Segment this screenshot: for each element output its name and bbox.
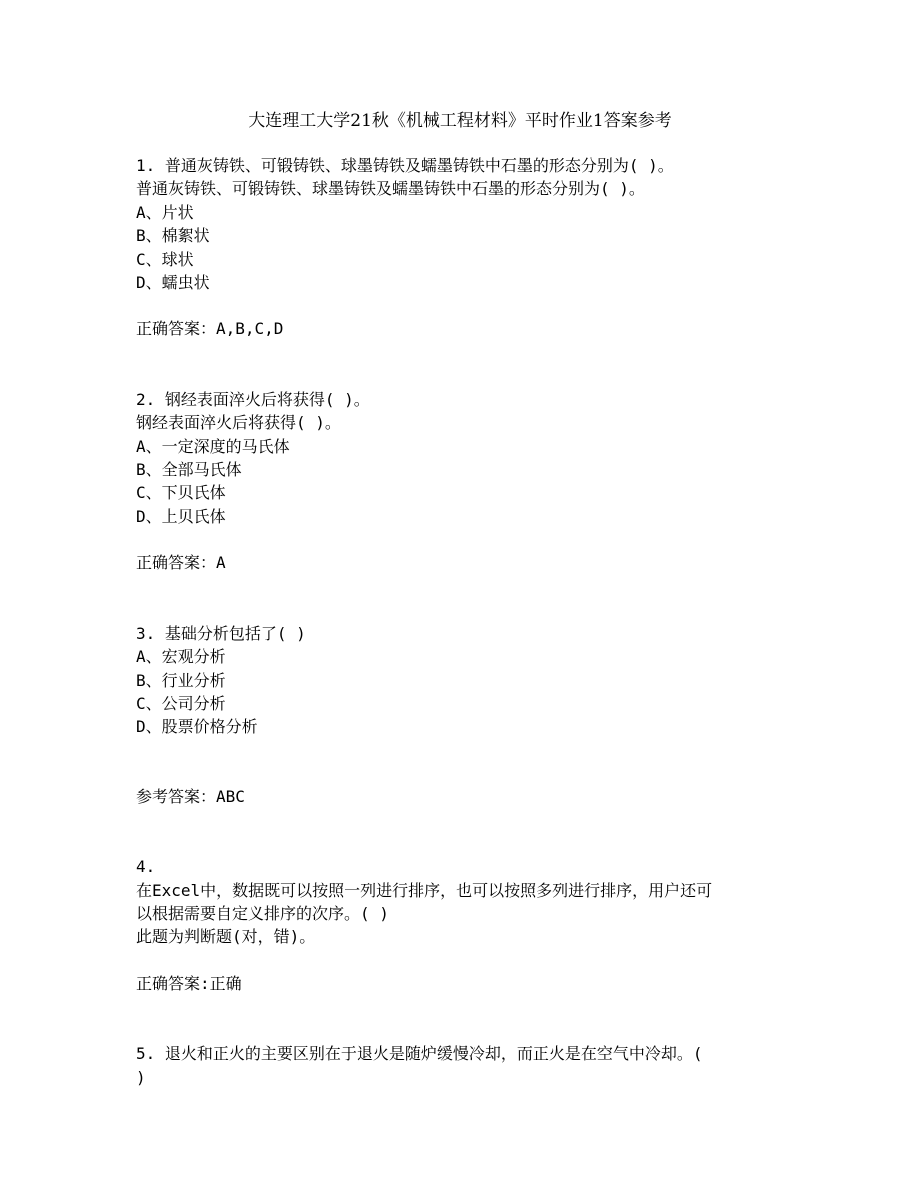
question-3-option-b: B、行业分析 [136,670,226,690]
question-2-option-d: D、上贝氏体 [136,506,226,526]
question-2-answer: 正确答案：A [136,553,226,573]
question-3-answer: 参考答案：ABC [136,786,245,806]
page-title: 大连理工大学21秋《机械工程材料》平时作业1答案参考 [248,111,672,131]
question-5-heading-line-1: 5. 退火和正火的主要区别在于退火是随炉缓慢冷却，而正火是在空气中冷却。( [136,1044,703,1064]
question-2-option-c: C、下贝氏体 [136,483,226,503]
question-2 [136,388,796,575]
question-1 [136,154,796,341]
question-2-heading: 2. 钢经表面淬火后将获得( )。 [136,389,370,409]
question-1-answer: 正确答案：A,B,C,D [136,319,284,339]
question-4-number: 4. [136,857,156,877]
question-4-stem-line-1: 在Excel中，数据既可以按照一列进行排序，也可以按照多列进行排序，用户还可 [136,880,713,900]
question-4 [136,855,796,995]
question-1-option-a: A、片状 [136,202,194,222]
question-3-option-c: C、公司分析 [136,693,226,713]
question-1-option-b: B、棉絮状 [136,226,210,246]
question-1-option-d: D、蠕虫状 [136,273,210,293]
question-4-note: 此题为判断题(对，错)。 [136,927,316,947]
question-2-option-b: B、全部马氏体 [136,460,242,480]
question-2-option-a: A、一定深度的马氏体 [136,436,290,456]
question-1-heading: 1. 普通灰铸铁、可锻铸铁、球墨铸铁及蠕墨铸铁中石墨的形态分别为( )。 [136,156,674,175]
question-4-answer: 正确答案:正确 [136,973,242,993]
question-3-option-a: A、宏观分析 [136,647,226,667]
question-3-heading: 3. 基础分析包括了( ) [136,623,306,643]
question-5-heading-line-2: ) [136,1067,146,1087]
question-4-stem-line-2: 以根据需要自定义排序的次序。( ) [136,903,389,923]
question-1-stem: 普通灰铸铁、可锻铸铁、球墨铸铁及蠕墨铸铁中石墨的形态分别为( )。 [136,179,645,199]
document-body [136,154,796,1089]
question-2-stem: 钢经表面淬火后将获得( )。 [136,413,341,433]
question-1-option-c: C、球状 [136,249,194,269]
question-5 [136,1042,796,1089]
question-3-option-d: D、股票价格分析 [136,717,258,737]
question-3 [136,622,796,808]
